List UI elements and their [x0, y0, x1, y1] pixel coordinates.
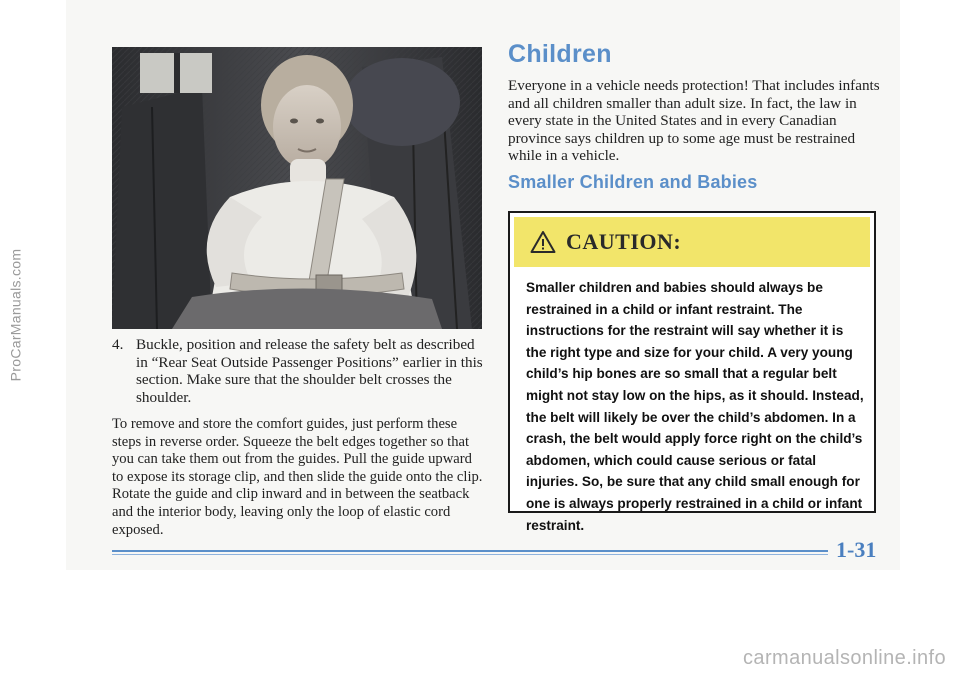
caution-header — [514, 217, 870, 267]
comfort-guides-paragraph: To remove and store the comfort guides, just perform these steps in reverse order. Squeeze the belt edges together so that you can take them out from the guides. Pull the guide upward to expose its storage clip, and then slide the guide onto the clip. Rotate the guide and clip inward and in between the seatback and the interior body, leaving only the loop of elastic cord exposed. — [112, 416, 483, 538]
bottom-watermark: carmanualsonline.info — [743, 647, 946, 669]
step-item-4 — [112, 336, 484, 406]
page-number: 1-31 — [836, 537, 877, 562]
subsection-title: Smaller Children and Babies — [508, 172, 758, 192]
side-watermark-text: ProCarManuals.com — [7, 248, 24, 382]
footer-rule-secondary — [112, 554, 828, 555]
step-text: Buckle, position and release the safety belt as described in “Rear Seat Outside Passenger Positions” earlier in this section. Make sure that the shoulder belt crosses the shoulder. — [136, 336, 483, 406]
section-title: Children — [508, 40, 612, 68]
step-number: 4. — [112, 336, 124, 353]
side-watermark — [2, 80, 28, 550]
photo-illustration — [112, 47, 482, 329]
caution-title: CAUTION: — [566, 229, 682, 254]
children-intro-paragraph: Everyone in a vehicle needs protection! That includes infants and all children smaller than adult size. In fact, the law in every state in the United States and in every Canadian province says children up to some age must be restrained while in a vehicle. — [508, 77, 880, 165]
footer-rule — [112, 550, 828, 552]
caution-box — [508, 211, 876, 533]
warning-triangle-icon — [530, 230, 556, 254]
caution-text: Smaller children and babies should always be restrained in a child or infant restraint. The instructions for the restraint will say whether it is the right type and size for your child. A very young child’s hip bones are so small that a regular belt might not stay low on the hips, as it should. Instead, the belt will likely be over the child’s abdomen. In a crash, the belt would apply force right on the child’s abdomen, which could cause serious or fatal injuries. So, be sure that any child small enough for one is always properly restrained in a child or infant restraint. — [526, 280, 864, 533]
child-seatbelt-photo — [112, 47, 482, 329]
